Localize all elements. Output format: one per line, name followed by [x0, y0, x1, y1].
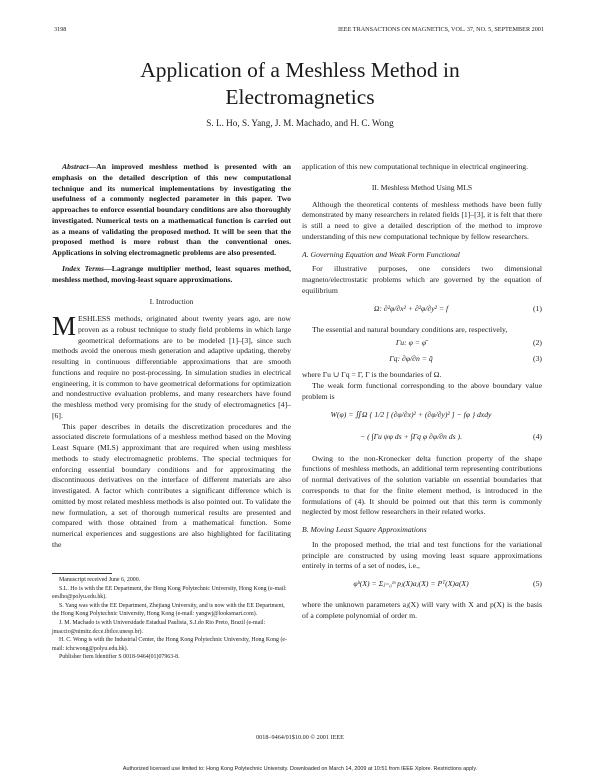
equation-1	[302, 300, 542, 322]
abstract-text: An improved meshless method is presented with an emphasis on the detailed description of this new computational technique and its numerical implementations by investigating the usefulness of a commonly neglected parameter in this paper. Two approaches to enforce essential boundary conditions are also thoroughly investigated. Numerical tests on a mathematical function is carried out as a means of validating the proposed method. It will be seen that the proposed method is more robust than the conventional ones. Applications in solving electromagnetic problems are also presented.	[52, 162, 291, 257]
subsection-b-paragraph: In the proposed method, the trial and test functions for the variational principle are constructed by using moving least square approximations entirely in terms of a set of nodes, i.e.,	[302, 539, 542, 571]
equation-4-line-1-body: W(φ) = ∬Ω { 1/2 [ (∂φ/∂x)² + (∂φ/∂y)² ] − fφ } dxdy	[330, 409, 492, 419]
left-column	[52, 162, 291, 551]
journal-header: IEEE TRANSACTIONS ON MAGNETICS, VOL. 37, NO. 5, SEPTEMBER 2001	[337, 26, 544, 33]
equation-4-line-2-body: − ( ∫Γu ψφ ds + ∫Γq φ ∂φ/∂n ds ).	[359, 431, 463, 441]
equation-5	[302, 575, 542, 597]
section-1-heading: I. Introduction	[149, 297, 194, 307]
intro-paragraph-1-text: ESHLESS methods, originated about twenty years ago, are now proven as a robust technique to study field problems in which large geometrical deformations are to be modeled [1]–[3], since such methods avoid the onerous mesh generation and adaptive updating, thereby resulting in continuous differentiable approximations that are smooth functions and require no post-processing. In simulation studies in electrical engineering, it is common to have geometrical deformations for optimization and nondestructive evaluation problems, and many researchers have found the meshless method very promising for the study of electromagnetics [4]–[6].	[52, 314, 291, 420]
equation-2-body: Γu: φ = φ̄	[395, 338, 427, 348]
footnote: S. Yang was with the EE Department, Zhejiang University, and is now with the EE Department, the Hong Kong Polytechnic University, Hong Kong (e-mail: yangwj@looksmart.com).	[52, 602, 285, 618]
intro-paragraph-1	[52, 311, 291, 422]
equation-4-number: (4)	[533, 431, 542, 441]
subsection-a-paragraph: For illustrative purposes, one considers two dimensional magneto/electrostatic problems which are governed by the equation of equilibrium	[302, 264, 542, 295]
index-terms	[52, 264, 291, 286]
equation-2-number: (2)	[533, 338, 542, 348]
right-column	[302, 162, 542, 622]
equation-4-line-1	[302, 406, 542, 426]
equation-1-number: (1)	[533, 303, 542, 313]
section-2-paragraph: Although the theoretical contents of meshless methods have been fully demonstrated by many researchers in related fields [1]–[3], it is felt that there is still a need to give a detailed description of the method to improve understanding of this new computational technique by fellow researchers.	[302, 199, 542, 241]
page-number: 3198	[54, 26, 67, 33]
boundary-where-text: where Γu ∪ Γq = Γ, Γ is the boundaries of Ω.	[302, 370, 442, 380]
section-2-heading: II. Meshless Method Using MLS	[371, 182, 473, 192]
equation-1-body: Ω: ∂²φ/∂x² + ∂²φ/∂y² = f	[373, 303, 449, 313]
equation-5-number: (5)	[533, 579, 542, 588]
title-line-2: Electromagnetics	[225, 85, 375, 109]
index-terms-text: Lagrange multiplier method, least squares method, meshless method, moving-least square approximations.	[52, 263, 291, 284]
index-terms-label: Index Terms—	[62, 263, 112, 273]
subsection-a-heading: A. Governing Equation and Weak Form Functional	[302, 249, 460, 259]
copyright-footer: 0018–9464/01$10.00 © 2001 IEEE	[256, 734, 344, 741]
equation-2	[302, 338, 542, 351]
equation-5-body: φʰ(X) = Σⱼ₌₀ᵐ pⱼ(X)aⱼ(X) = Pᵀ(X)a(X)	[353, 579, 469, 588]
license-notice: Authorized licensed use limited to: Hong Kong Polytechnic University. Downloaded on March 14, 2009 at 10:51 from IEEE Xplore. Restrictions apply.	[122, 766, 478, 772]
weak-form-intro: The weak form functional corresponding to the above boundary value problem is	[302, 381, 542, 401]
footnotes	[52, 576, 291, 662]
intro-paragraph-2: This paper describes in details the discretization procedures and the associated discrete formulations of a meshless method based on the Moving Least Square (MLS) approximant that are required when using meshless methods to study electromagnetic problems. The special techniques for enforcing essential boundary conditions and for approximating the discontinuous derivatives on the interface of different materials are also investigated. A factor which contributes a significant difference which is omitted by most related meshless methods is also pointed out. To validate the new formulation, a set of thorough numerical results are presented and compared with those obtained from a mathematical function. Some numerical experiences and suggestions are also highlighted for facilitating the	[52, 421, 291, 549]
continuation-text: application of this new computational technique in electrical engineering.	[302, 162, 529, 171]
kronecker-paragraph: Owing to the non-Kronecker delta function property of the shape functions of meshless methods, an additional term representing contributions of normal derivatives of the solution variable on essential boundaries that corresponds to that for the finite element method, is introduced in the formulations of (4). It should be pointed out that this term is commonly neglected by most fellow researchers in their related works.	[302, 453, 542, 517]
equation-3	[302, 354, 542, 367]
equation-3-number: (3)	[533, 354, 542, 364]
title-line-1: Application of a Meshless Method in	[140, 58, 460, 82]
footnote: J. M. Machado is with Universidade Estadual Paulista, S.J.do Rio Preto, Brazil (e-mail: jmaccio@nimitz.dcce.ibilce.unesp.br).	[52, 619, 266, 635]
subsection-b-heading: B. Moving Least Square Approximations	[302, 525, 427, 534]
footnote-rule	[52, 573, 112, 574]
footnote: S.L. Ho is with the EE Department, the Hong Kong Polytechnic University, Hong Kong (e-mail: eeslho@polyu.edu.hk).	[52, 585, 287, 601]
footnote: Publisher Item Identifier S 0018-9464(01)07963-8.	[59, 654, 180, 661]
drop-cap: M	[52, 311, 77, 341]
footnote: Manuscript received June 6, 2000.	[59, 577, 141, 583]
basis-where-text: where the unknown parameters aⱼ(X) will vary with X and p(X) is the basis of a complete polynomial of order m.	[302, 600, 542, 620]
boundary-conditions-text: The essential and natural boundary conditions are, respectively,	[312, 324, 508, 334]
paper-title	[60, 57, 540, 111]
equation-4-line-2	[302, 429, 542, 451]
abstract-label: Abstract—	[62, 162, 97, 171]
equation-3-body: Γq: ∂φ/∂n = q̄	[389, 354, 433, 364]
authors: S. L. Ho, S. Yang, J. M. Machado, and H. C. Wong	[206, 118, 394, 128]
footnote: H. C. Wong is with the Industrial Center, the Hong Kong Polytechnic University, Hong Kong (e-mail: ichcwong@polyu.edu.hk).	[52, 637, 288, 652]
abstract	[52, 162, 291, 259]
